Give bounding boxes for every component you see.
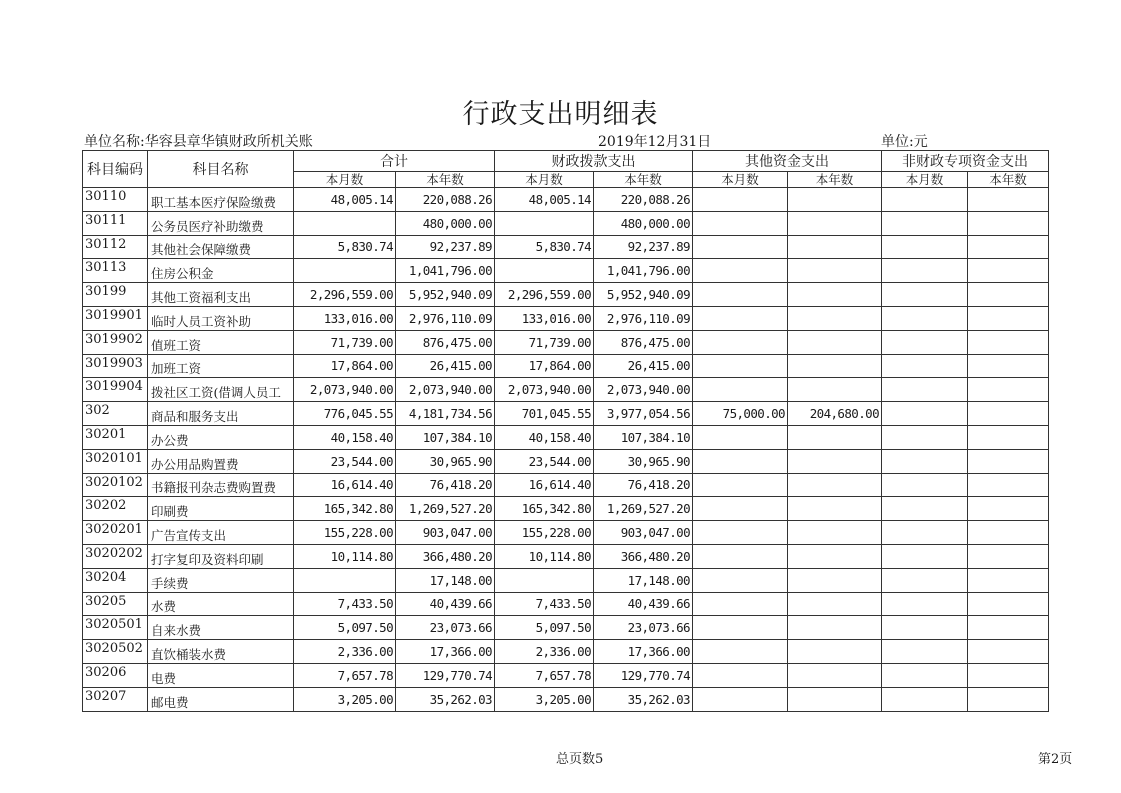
- table-row: [83, 544, 1049, 568]
- amount-cell: 26,415.00: [396, 354, 495, 378]
- amount-cell: 71,739.00: [294, 330, 396, 354]
- amount-cell: [693, 521, 788, 545]
- amount-cell: [294, 259, 396, 283]
- amount-cell: 23,073.66: [396, 616, 495, 640]
- amount-cell: 903,047.00: [594, 521, 693, 545]
- amount-cell: [693, 616, 788, 640]
- amount-cell: 366,480.20: [396, 544, 495, 568]
- amount-cell: 17,366.00: [594, 640, 693, 664]
- amount-cell: 701,045.55: [495, 402, 594, 426]
- amount-cell: 76,418.20: [594, 473, 693, 497]
- amount-cell: [882, 235, 968, 259]
- amount-cell: 204,680.00: [788, 402, 882, 426]
- amount-cell: [968, 568, 1049, 592]
- table-row: [83, 497, 1049, 521]
- amount-cell: [788, 687, 882, 711]
- amount-cell: [294, 211, 396, 235]
- amount-cell: [788, 259, 882, 283]
- table-row: [83, 687, 1049, 711]
- amount-cell: [693, 497, 788, 521]
- account-name: 书籍报刊杂志费购置费: [148, 473, 294, 497]
- amount-cell: [968, 687, 1049, 711]
- amount-cell: 5,830.74: [294, 235, 396, 259]
- amount-cell: 48,005.14: [294, 188, 396, 212]
- amount-cell: [788, 663, 882, 687]
- amount-cell: [968, 449, 1049, 473]
- amount-cell: [882, 663, 968, 687]
- column-group-other-funds: 其他资金支出: [693, 151, 882, 172]
- column-header-year: 本年数: [594, 172, 693, 188]
- amount-cell: 30,965.90: [396, 449, 495, 473]
- amount-cell: 23,544.00: [294, 449, 396, 473]
- currency-unit: 单位:元: [881, 134, 928, 150]
- report-date: 2019年12月31日: [598, 134, 712, 150]
- amount-cell: [693, 449, 788, 473]
- table-row: [83, 259, 1049, 283]
- table-row: [83, 378, 1049, 402]
- amount-cell: [882, 544, 968, 568]
- amount-cell: [882, 592, 968, 616]
- amount-cell: 7,433.50: [294, 592, 396, 616]
- amount-cell: [968, 497, 1049, 521]
- amount-cell: 40,158.40: [294, 425, 396, 449]
- amount-cell: 5,952,940.09: [396, 283, 495, 307]
- amount-cell: [968, 402, 1049, 426]
- amount-cell: [788, 306, 882, 330]
- amount-cell: 17,864.00: [294, 354, 396, 378]
- table-row: [83, 425, 1049, 449]
- table-row: [83, 235, 1049, 259]
- amount-cell: [693, 306, 788, 330]
- account-name: 印刷费: [148, 497, 294, 521]
- column-header-year: 本年数: [396, 172, 495, 188]
- amount-cell: 480,000.00: [396, 211, 495, 235]
- amount-cell: 1,269,527.20: [594, 497, 693, 521]
- amount-cell: 75,000.00: [693, 402, 788, 426]
- amount-cell: 480,000.00: [594, 211, 693, 235]
- amount-cell: [294, 568, 396, 592]
- amount-cell: 165,342.80: [294, 497, 396, 521]
- amount-cell: [968, 521, 1049, 545]
- amount-cell: [968, 640, 1049, 664]
- amount-cell: [882, 640, 968, 664]
- amount-cell: 71,739.00: [495, 330, 594, 354]
- amount-cell: 133,016.00: [495, 306, 594, 330]
- amount-cell: 3,205.00: [294, 687, 396, 711]
- amount-cell: 1,269,527.20: [396, 497, 495, 521]
- amount-cell: [968, 354, 1049, 378]
- amount-cell: [693, 283, 788, 307]
- amount-cell: 3,205.00: [495, 687, 594, 711]
- account-code: 30110: [83, 188, 148, 212]
- amount-cell: [968, 235, 1049, 259]
- amount-cell: 2,073,940.00: [294, 378, 396, 402]
- account-code: 30207: [83, 687, 148, 711]
- table-row: [83, 283, 1049, 307]
- amount-cell: [693, 330, 788, 354]
- amount-cell: 220,088.26: [396, 188, 495, 212]
- amount-cell: 4,181,734.56: [396, 402, 495, 426]
- amount-cell: 133,016.00: [294, 306, 396, 330]
- amount-cell: 5,097.50: [495, 616, 594, 640]
- account-code: 30202: [83, 497, 148, 521]
- amount-cell: [788, 378, 882, 402]
- amount-cell: 92,237.89: [594, 235, 693, 259]
- amount-cell: [968, 283, 1049, 307]
- amount-cell: [968, 473, 1049, 497]
- account-name: 手续费: [148, 568, 294, 592]
- account-code: 3020102: [83, 473, 148, 497]
- amount-cell: 7,657.78: [294, 663, 396, 687]
- amount-cell: [882, 354, 968, 378]
- account-name: 加班工资: [148, 354, 294, 378]
- amount-cell: 2,073,940.00: [495, 378, 594, 402]
- amount-cell: 23,544.00: [495, 449, 594, 473]
- account-name: 住房公积金: [148, 259, 294, 283]
- account-name: 其他社会保障缴费: [148, 235, 294, 259]
- amount-cell: [968, 616, 1049, 640]
- amount-cell: [968, 259, 1049, 283]
- account-code: 3020202: [83, 544, 148, 568]
- amount-cell: 129,770.74: [396, 663, 495, 687]
- amount-cell: 876,475.00: [396, 330, 495, 354]
- amount-cell: [788, 544, 882, 568]
- amount-cell: 17,864.00: [495, 354, 594, 378]
- account-name: 打字复印及资料印刷: [148, 544, 294, 568]
- account-code: 3019902: [83, 330, 148, 354]
- amount-cell: [788, 330, 882, 354]
- unit-name: 单位名称:华容县章华镇财政所机关账: [84, 134, 313, 150]
- amount-cell: [788, 283, 882, 307]
- amount-cell: 2,336.00: [294, 640, 396, 664]
- account-code: 3020201: [83, 521, 148, 545]
- column-header-code: 科目编码: [83, 151, 148, 188]
- amount-cell: [495, 211, 594, 235]
- amount-cell: 92,237.89: [396, 235, 495, 259]
- column-group-non-fiscal-special: 非财政专项资金支出: [882, 151, 1049, 172]
- amount-cell: [693, 568, 788, 592]
- amount-cell: [968, 425, 1049, 449]
- account-name: 其他工资福利支出: [148, 283, 294, 307]
- amount-cell: [882, 211, 968, 235]
- amount-cell: 903,047.00: [396, 521, 495, 545]
- amount-cell: [968, 544, 1049, 568]
- amount-cell: 5,830.74: [495, 235, 594, 259]
- column-group-total: 合计: [294, 151, 495, 172]
- amount-cell: 2,073,940.00: [594, 378, 693, 402]
- amount-cell: [693, 235, 788, 259]
- amount-cell: 107,384.10: [396, 425, 495, 449]
- amount-cell: 2,976,110.09: [594, 306, 693, 330]
- amount-cell: 2,296,559.00: [294, 283, 396, 307]
- account-code: 30204: [83, 568, 148, 592]
- amount-cell: [693, 378, 788, 402]
- amount-cell: 40,158.40: [495, 425, 594, 449]
- amount-cell: 155,228.00: [495, 521, 594, 545]
- amount-cell: [968, 211, 1049, 235]
- amount-cell: [788, 354, 882, 378]
- account-code: 302: [83, 402, 148, 426]
- account-code: 30206: [83, 663, 148, 687]
- table-row: [83, 330, 1049, 354]
- amount-cell: 35,262.03: [396, 687, 495, 711]
- amount-cell: [693, 640, 788, 664]
- amount-cell: 17,148.00: [594, 568, 693, 592]
- amount-cell: [882, 425, 968, 449]
- account-name: 值班工资: [148, 330, 294, 354]
- amount-cell: [693, 592, 788, 616]
- account-code: 3020101: [83, 449, 148, 473]
- table-row: [83, 211, 1049, 235]
- account-name: 电费: [148, 663, 294, 687]
- column-header-month: 本月数: [693, 172, 788, 188]
- account-code: 30205: [83, 592, 148, 616]
- amount-cell: [968, 378, 1049, 402]
- amount-cell: [882, 473, 968, 497]
- amount-cell: 366,480.20: [594, 544, 693, 568]
- account-code: 30111: [83, 211, 148, 235]
- amount-cell: [788, 235, 882, 259]
- amount-cell: 26,415.00: [594, 354, 693, 378]
- account-code: 3020501: [83, 616, 148, 640]
- account-code: 3020502: [83, 640, 148, 664]
- amount-cell: 48,005.14: [495, 188, 594, 212]
- amount-cell: 220,088.26: [594, 188, 693, 212]
- amount-cell: [882, 402, 968, 426]
- amount-cell: [882, 330, 968, 354]
- table-row: [83, 354, 1049, 378]
- amount-cell: [788, 640, 882, 664]
- column-header-month: 本月数: [294, 172, 396, 188]
- amount-cell: [882, 568, 968, 592]
- amount-cell: 16,614.40: [495, 473, 594, 497]
- amount-cell: [882, 283, 968, 307]
- amount-cell: 10,114.80: [294, 544, 396, 568]
- column-header-name: 科目名称: [148, 151, 294, 188]
- amount-cell: [788, 616, 882, 640]
- amount-cell: [882, 616, 968, 640]
- amount-cell: 7,433.50: [495, 592, 594, 616]
- amount-cell: [693, 544, 788, 568]
- table-row: [83, 592, 1049, 616]
- amount-cell: [968, 306, 1049, 330]
- amount-cell: 165,342.80: [495, 497, 594, 521]
- amount-cell: 1,041,796.00: [396, 259, 495, 283]
- account-name: 拨社区工资(借调人员工: [148, 378, 294, 402]
- account-name: 临时人员工资补助: [148, 306, 294, 330]
- column-header-month: 本月数: [882, 172, 968, 188]
- amount-cell: 129,770.74: [594, 663, 693, 687]
- amount-cell: [788, 449, 882, 473]
- amount-cell: [882, 188, 968, 212]
- amount-cell: 30,965.90: [594, 449, 693, 473]
- account-name: 公务员医疗补助缴费: [148, 211, 294, 235]
- amount-cell: [788, 497, 882, 521]
- amount-cell: [693, 211, 788, 235]
- amount-cell: 2,073,940.00: [396, 378, 495, 402]
- amount-cell: [882, 378, 968, 402]
- amount-cell: 17,366.00: [396, 640, 495, 664]
- column-header-month: 本月数: [495, 172, 594, 188]
- amount-cell: [788, 211, 882, 235]
- amount-cell: 5,952,940.09: [594, 283, 693, 307]
- amount-cell: [882, 687, 968, 711]
- amount-cell: 155,228.00: [294, 521, 396, 545]
- amount-cell: [968, 592, 1049, 616]
- amount-cell: 35,262.03: [594, 687, 693, 711]
- amount-cell: 2,336.00: [495, 640, 594, 664]
- amount-cell: [968, 188, 1049, 212]
- amount-cell: [693, 687, 788, 711]
- amount-cell: 5,097.50: [294, 616, 396, 640]
- table-row: [83, 306, 1049, 330]
- table-row: [83, 449, 1049, 473]
- account-name: 办公费: [148, 425, 294, 449]
- table-row: [83, 473, 1049, 497]
- amount-cell: 40,439.66: [396, 592, 495, 616]
- amount-cell: 10,114.80: [495, 544, 594, 568]
- table-row: [83, 568, 1049, 592]
- amount-cell: 3,977,054.56: [594, 402, 693, 426]
- account-name: 邮电费: [148, 687, 294, 711]
- amount-cell: [882, 449, 968, 473]
- amount-cell: 40,439.66: [594, 592, 693, 616]
- amount-cell: 17,148.00: [396, 568, 495, 592]
- column-group-fiscal-appropriation: 财政拨款支出: [495, 151, 693, 172]
- amount-cell: [693, 354, 788, 378]
- account-code: 3019904: [83, 378, 148, 402]
- account-name: 办公用品购置费: [148, 449, 294, 473]
- account-name: 水费: [148, 592, 294, 616]
- table-row: [83, 188, 1049, 212]
- amount-cell: [788, 188, 882, 212]
- total-pages: 总页数5: [556, 752, 604, 767]
- account-code: 3019901: [83, 306, 148, 330]
- amount-cell: 2,296,559.00: [495, 283, 594, 307]
- account-code: 30112: [83, 235, 148, 259]
- amount-cell: [693, 188, 788, 212]
- amount-cell: 2,976,110.09: [396, 306, 495, 330]
- account-code: 30199: [83, 283, 148, 307]
- column-header-year: 本年数: [788, 172, 882, 188]
- account-name: 商品和服务支出: [148, 402, 294, 426]
- amount-cell: 7,657.78: [495, 663, 594, 687]
- amount-cell: [882, 497, 968, 521]
- amount-cell: 23,073.66: [594, 616, 693, 640]
- table-row: [83, 616, 1049, 640]
- column-header-year: 本年数: [968, 172, 1049, 188]
- amount-cell: [495, 259, 594, 283]
- amount-cell: [495, 568, 594, 592]
- account-code: 30113: [83, 259, 148, 283]
- amount-cell: 776,045.55: [294, 402, 396, 426]
- expense-detail-table: [82, 150, 1049, 712]
- amount-cell: [882, 306, 968, 330]
- amount-cell: 16,614.40: [294, 473, 396, 497]
- page-title: 行政支出明细表: [462, 99, 659, 130]
- amount-cell: 876,475.00: [594, 330, 693, 354]
- table-row: [83, 402, 1049, 426]
- amount-cell: [693, 425, 788, 449]
- amount-cell: 1,041,796.00: [594, 259, 693, 283]
- table-row: [83, 663, 1049, 687]
- amount-cell: 107,384.10: [594, 425, 693, 449]
- account-code: 3019903: [83, 354, 148, 378]
- account-code: 30201: [83, 425, 148, 449]
- amount-cell: [968, 663, 1049, 687]
- amount-cell: [693, 259, 788, 283]
- account-name: 广告宣传支出: [148, 521, 294, 545]
- amount-cell: [788, 473, 882, 497]
- amount-cell: [788, 592, 882, 616]
- amount-cell: [693, 663, 788, 687]
- page-number: 第2页: [1038, 752, 1073, 767]
- amount-cell: [968, 330, 1049, 354]
- table-row: [83, 640, 1049, 664]
- amount-cell: [882, 259, 968, 283]
- account-name: 直饮桶装水费: [148, 640, 294, 664]
- table-row: [83, 521, 1049, 545]
- amount-cell: [788, 568, 882, 592]
- amount-cell: [788, 521, 882, 545]
- amount-cell: 76,418.20: [396, 473, 495, 497]
- account-name: 职工基本医疗保险缴费: [148, 188, 294, 212]
- amount-cell: [693, 473, 788, 497]
- account-name: 自来水费: [148, 616, 294, 640]
- amount-cell: [788, 425, 882, 449]
- amount-cell: [882, 521, 968, 545]
